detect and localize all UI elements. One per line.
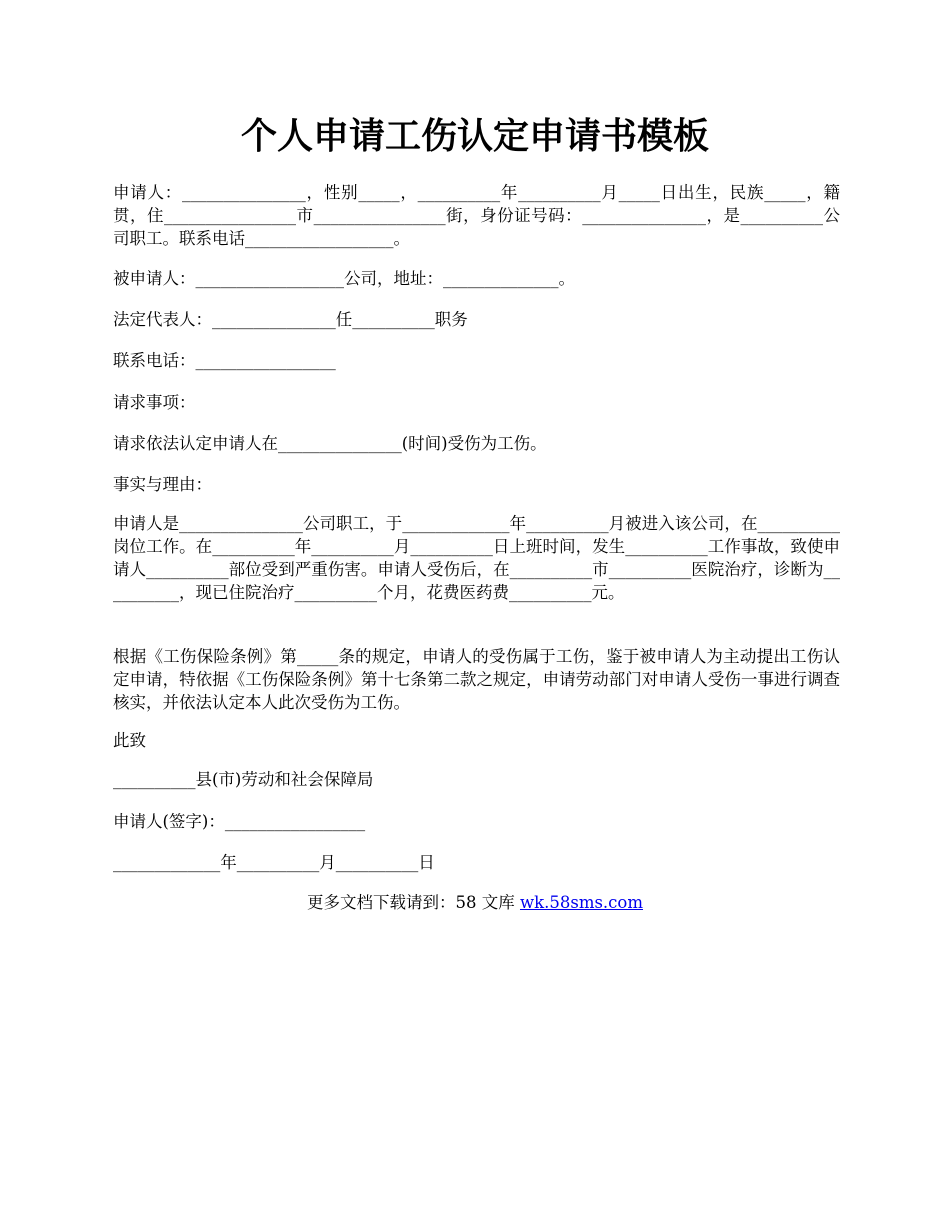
legal-representative-paragraph: 法定代表人：_______________任__________职务 bbox=[113, 310, 468, 329]
date-line: _____________年__________月__________日 bbox=[113, 853, 435, 872]
facts-heading: 事实与理由： bbox=[113, 475, 212, 494]
footer-link[interactable]: wk.58sms.com bbox=[519, 893, 643, 912]
contact-phone-paragraph: 联系电话：_________________ bbox=[113, 351, 336, 370]
request-heading: 请求事项： bbox=[113, 393, 196, 412]
salutation: 此致 bbox=[113, 731, 146, 750]
recipient-bureau: __________县(市)劳动和社会保障局 bbox=[113, 770, 374, 789]
footer bbox=[0, 891, 950, 915]
legal-basis-paragraph: 根据《工伤保险条例》第_____条的规定，申请人的受伤属于工伤，鉴于被申请人为主动提出工伤认定申请，特依据《工伤保险条例》第十七条第二款之规定，申请劳动部门对申请人受伤一事进行调查核实，并依法认定本人此次受伤为工伤。 bbox=[113, 647, 840, 712]
footer-text: 更多文档下载请到：58 文库 bbox=[306, 893, 520, 912]
applicant-info-paragraph: 申请人：_______________，性别_____，__________年__________月_____日出生，民族_____，籍贯，住________________市________________街，身份证号码：_______________，是__________公司职工。联系电话__________________。 bbox=[113, 183, 840, 248]
request-paragraph: 请求依法认定申请人在_______________(时间)受伤为工伤。 bbox=[113, 434, 547, 453]
respondent-paragraph: 被申请人：__________________公司，地址：______________。 bbox=[113, 269, 575, 288]
facts-paragraph: 申请人是_______________公司职工，于_____________年__________月被进入该公司，在__________岗位工作。在__________年__________月__________日上班时间，发生__________工作事故，致使申请人__________部位受到严重伤害。申请人受伤后，在__________市__________医院治疗，诊断为__________，现已住院治疗__________个月，花费医药费__________元。 bbox=[113, 514, 840, 602]
document-title: 个人申请工伤认定申请书模板 bbox=[240, 115, 709, 157]
signature-line: 申请人(签字)：_________________ bbox=[113, 812, 366, 831]
